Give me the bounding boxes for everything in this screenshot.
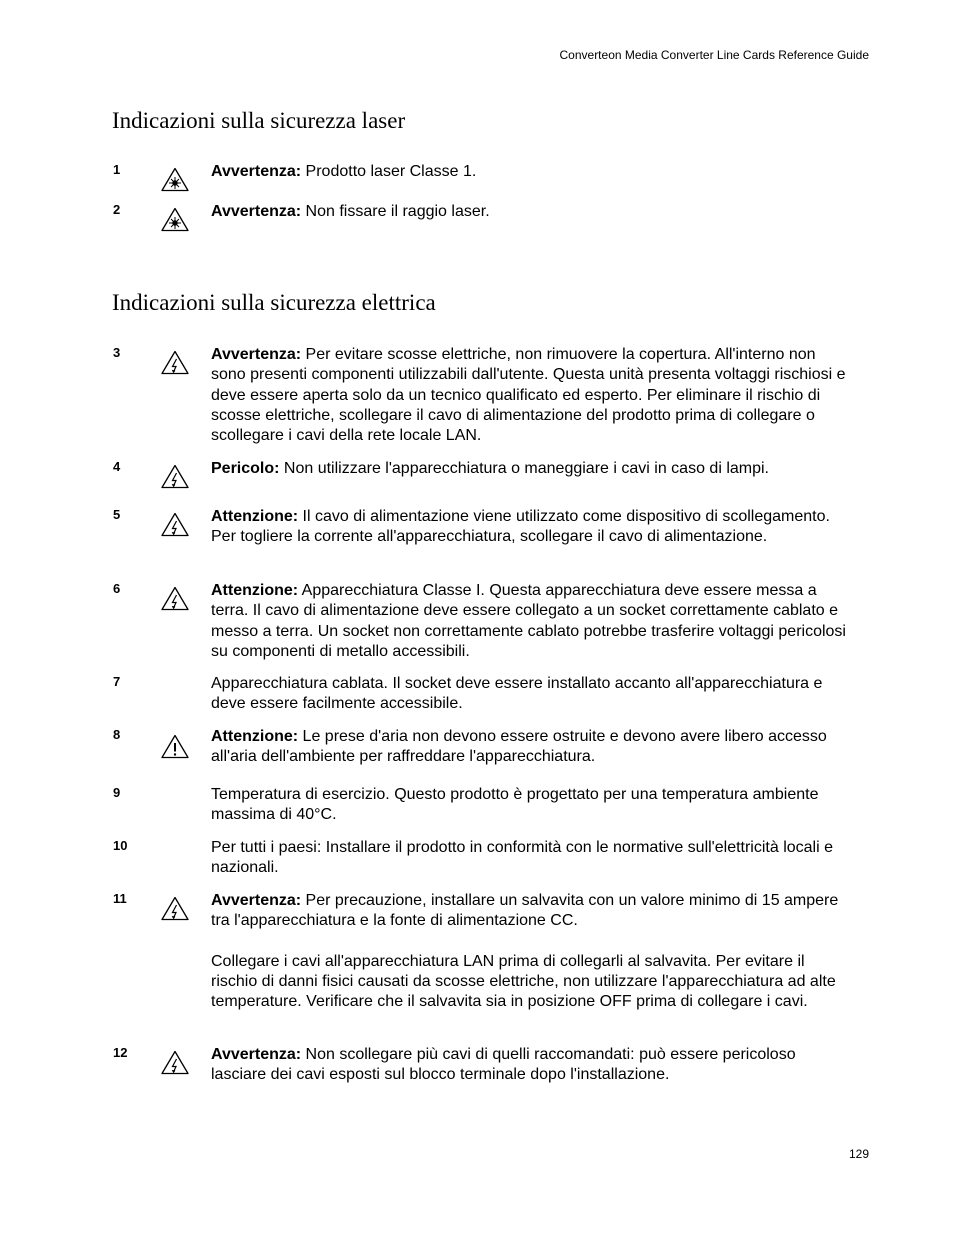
warning-label: Avvertenza: [211, 203, 302, 220]
warning-text: Non scollegare più cavi di quelli raccomandati: può essere pericoloso lasciare dei cavi esposti sul blocco terminale dopo l'installazione. [211, 1046, 796, 1084]
item-number: 1 [113, 162, 121, 177]
laser-warning-icon [160, 206, 190, 232]
caution-label: Attenzione: [211, 728, 299, 745]
warning-text: Non utilizzare l'apparecchiatura o maneggiare i cavi in caso di lampi. [279, 460, 769, 477]
warning-text: Non fissare il raggio laser. [301, 203, 490, 220]
warning-text: Le prese d'aria non devono essere ostruite e devono avere libero accesso all'aria dell'ambiente per raffreddare l'apparecchiatura. [211, 728, 827, 766]
item-number: 4 [113, 459, 121, 474]
section-title-electric: Indicazioni sulla sicurezza elettrica [112, 290, 436, 315]
caution-icon [160, 733, 190, 759]
section-title-laser: Indicazioni sulla sicurezza laser [112, 108, 406, 133]
item-number: 9 [113, 785, 121, 800]
warning-label: Avvertenza: [211, 892, 302, 909]
item-number: 10 [113, 838, 128, 853]
electrical-hazard-icon [160, 349, 190, 375]
item-number: 12 [113, 1045, 128, 1060]
warning-label: Avvertenza: [211, 1046, 302, 1063]
warning-label: Avvertenza: [211, 346, 302, 363]
item-number: 2 [113, 202, 121, 217]
notice-text: Per tutti i paesi: Installare il prodotto in conformità con le normative sull'elettricità locali e nazionali. [211, 839, 834, 877]
electrical-hazard-icon [160, 895, 190, 921]
warning-text: Il cavo di alimentazione viene utilizzato come dispositivo di scollegamento. Per togliere la corrente all'apparecchiatura, scollegare il cavo di alimentazione. [211, 508, 830, 546]
laser-warning-icon [160, 166, 190, 192]
item-number: 7 [113, 674, 121, 689]
item-number: 8 [113, 727, 121, 742]
warning-text: Prodotto laser Classe 1. [301, 163, 477, 180]
electrical-hazard-icon [160, 511, 190, 537]
danger-label: Pericolo: [211, 460, 280, 477]
notice-text: Apparecchiatura cablata. Il socket deve essere installato accanto all'apparecchiatura e deve essere facilmente accessibile. [211, 675, 823, 713]
item-number: 11 [113, 891, 127, 906]
item-number: 5 [113, 507, 121, 522]
page-number: 129 [848, 1147, 869, 1161]
warning-label: Avvertenza: [211, 163, 302, 180]
notice-text: Temperatura di esercizio. Questo prodotto è progettato per una temperatura ambiente massima di 40°C. [211, 786, 819, 824]
warning-text: Per precauzione, installare un salvavita con un valore minimo di 15 ampere tra l'apparecchiatura e la fonte di alimentazione CC. [211, 892, 839, 930]
item-number: 6 [113, 581, 121, 596]
electrical-hazard-icon [160, 1049, 190, 1075]
caution-label: Attenzione: [211, 582, 299, 599]
electrical-hazard-icon [160, 463, 190, 489]
item-number: 3 [113, 345, 121, 360]
warning-text: Per evitare scosse elettriche, non rimuovere la copertura. All'interno non sono presenti componenti utilizzabili dall'utente. Questa unità presenta voltaggi rischiosi e deve essere aperta solo da un tecnico qualificato ed esperto. Per eliminare il rischio di scosse elettriche, scollegare il cavo di alimentazione del prodotto prima di collegare o scollegare i cavi della rete locale LAN. [211, 346, 846, 445]
electrical-hazard-icon [160, 585, 190, 611]
warning-text-continued: Collegare i cavi all'apparecchiatura LAN prima di collegarli al salvavita. Per evitare il rischio di danni fisici causati da scosse elettriche, non utilizzare l'apparecchiatura ad alte temperature. Verificare che il salvavita sia in posizione OFF prima di collegare i cavi. [211, 952, 836, 1011]
running-header: Converteon Media Converter Line Cards Reference Guide [559, 48, 869, 62]
warning-text: Apparecchiatura Classe I. Questa apparecchiatura deve essere messa a terra. Il cavo di alimentazione deve essere collegato a un socket correttamente cablato e messo a terra. Un socket non correttamente cablato potrebbe trasferire voltaggi pericolosi su componenti di metallo accessibili. [211, 582, 846, 660]
caution-label: Attenzione: [211, 508, 299, 525]
